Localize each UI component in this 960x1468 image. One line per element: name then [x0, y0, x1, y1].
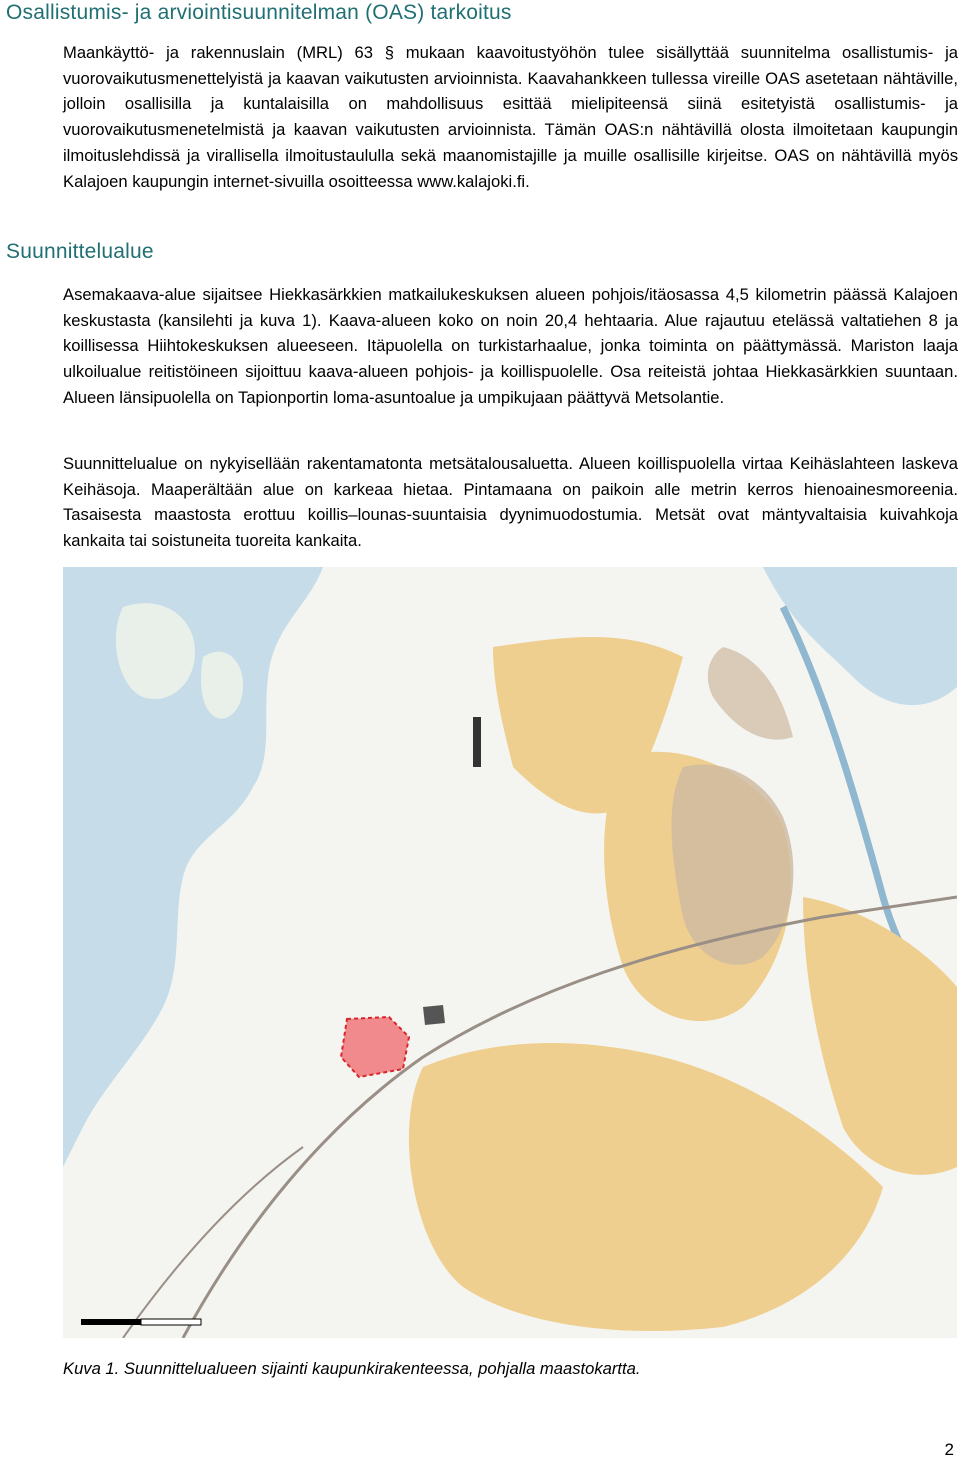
- map-building-cluster: [423, 1005, 445, 1025]
- terrain-map-drawing: [63, 567, 957, 1338]
- figure-caption: Kuva 1. Suunnittelualueen sijainti kaupunkirakenteessa, pohjalla maastokartta.: [63, 1359, 641, 1378]
- map-building-north: [473, 717, 481, 767]
- section-heading-planning-area: Suunnittelualue: [6, 240, 154, 263]
- paragraph-terrain: Suunnittelualue on nykyisellään rakentamatonta metsätalousaluetta. Alueen koillispuolella virtaa Keihäslahteen laskeva Keihäsoja. Maaperältään alue on karkeaa hietaa. Pintamaana on paikoin alle metrin kerros hienoainesmoreenia. Tasaisesta maastosta erottuu koillis–lounas-suuntaisia dyynimuodostumia. Metsät ovat mäntyvaltaisia kuivahkoja kankaita tai soistuneita tuoreita kankaita.: [63, 454, 958, 551]
- section-heading-oas: Osallistumis- ja arviointisuunnitelman (OAS) tarkoitus: [6, 1, 512, 24]
- terrain-map: [63, 567, 957, 1338]
- map-scale-bar: [81, 1319, 201, 1325]
- page-number: 2: [944, 1440, 954, 1459]
- paragraph-oas: Maankäyttö- ja rakennuslain (MRL) 63 § mukaan kaavoitustyöhön tulee sisällyttää suunnitelma osallistumis- ja vuorovaikutusmenettelyistä ja kaavan vaikutusten arvioinnista. Kaavahankkeen tullessa vireille OAS asetetaan nähtäville, jolloin osallisilla ja kuntalaisilla on mahdollisuus esittää mielipiteensä siinä esitetyistä osallistumis- ja vuorovaikutusmenetelmistä ja kaavan vaikutusten arvioinnista. Tämän OAS:n nähtävillä olosta ilmoitetaan kaupungin ilmoituslehdissä ja virallisella ilmoitustaululla sekä maanomistajille ja muille osallisille kirjeitse. OAS on nähtävillä myös Kalajoen kaupungin internet-sivuilla osoitteessa www.kalajoki.fi.: [63, 43, 958, 191]
- paragraph-location: Asemakaava-alue sijaitsee Hiekkasärkkien matkailukeskuksen alueen pohjois/itäosassa 4,5 kilometrin päässä Kalajoen keskustasta (kansilehti ja kuva 1). Kaava-alueen koko on noin 20,4 hehtaaria. Alue rajautuu etelässä valtatiehen 8 ja koillisessa Hiihtokeskuksen alueeseen. Itäpuolella on turkistarhaalue, jonka toiminta on päättymässä. Mariston laaja ulkoilualue reitistöineen sijoittuu kaava-alueen pohjois- ja koillispuolelle. Osa reiteistä johtaa Hiekkasärkkien suuntaan. Alueen länsipuolella on Tapionportin loma-asuntoalue ja umpikujaan päättyvä Metsolantie.: [63, 285, 958, 407]
